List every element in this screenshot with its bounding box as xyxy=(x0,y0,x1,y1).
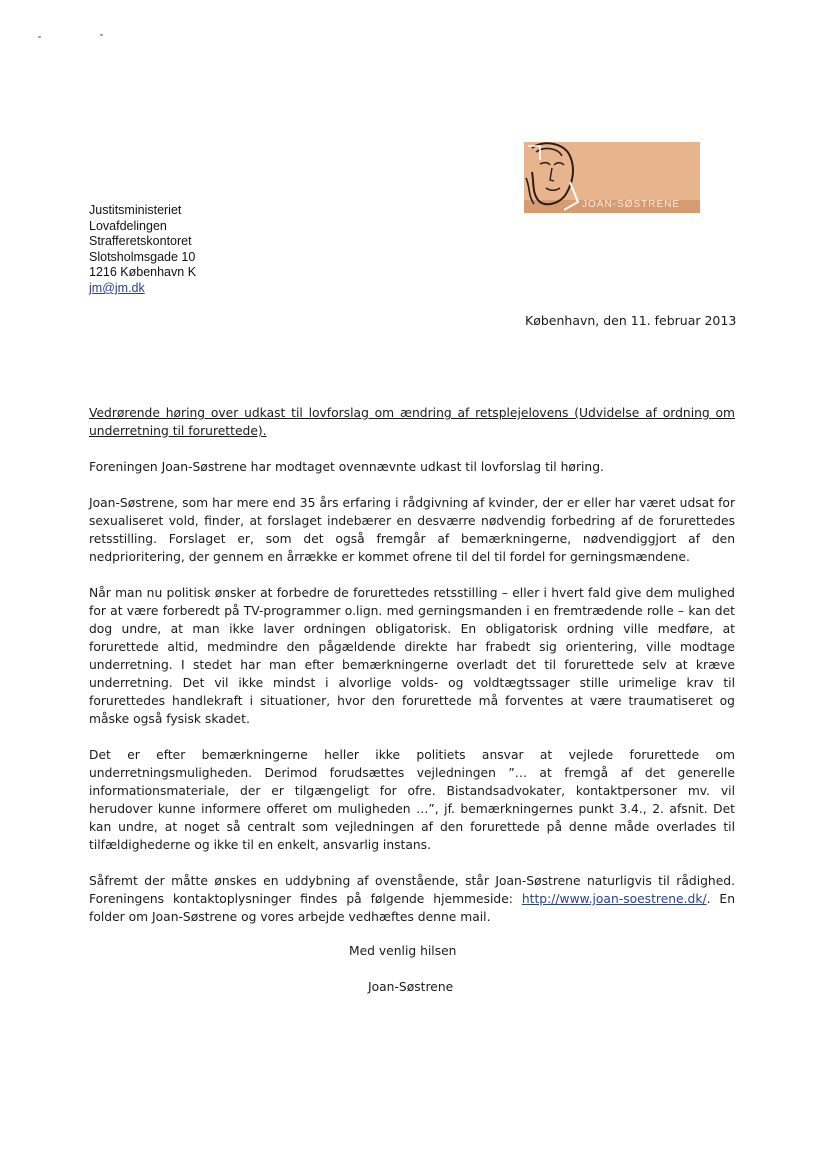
letter-body xyxy=(89,404,735,944)
paragraph: Det er efter bemærkningerne heller ikke politiets ansvar at vejlede forurettede om underretningsmuligheden. Derimod forudsættes vejledningen ”… at fremgå af det generelle informationsmateriale, der er tilgængeligt for ofre. Bistandsadvokater, kontaktpersoner mv. vil herudover kunne informere offeret om muligheden …”, jf. bemærkningernes punkt 3.4., 2. afsnit. Det kan undre, at noget så centralt som vejledningen af den forurettede på denne måde overlades til tilfældighederne og ikke til en enkelt, ansvarlig instans. xyxy=(89,748,735,852)
letter-subject: Vedrørende høring over udkast til lovforslag om ændring af retsplejelovens (Udvidelse af ordning om underretning til forurettede). xyxy=(89,406,735,438)
paragraph: Når man nu politisk ønsker at forbedre de forurettedes retsstilling – eller i hvert fald give dem mulighed for at være forberedt på TV-programmer o.lign. med gerningsmanden i en fremtrædende rolle – kan det dog undre, at man ikke laver ordningen obligatorisk. En obligatorisk ordning ville medføre, at forurettede altid, medmindre den pågældende direkte har frabedt sig orientering, ville modtage underretning. I stedet har man efter bemærkningerne overladt det til forurettede selv at kræve underretning. Det vil ikke mindst i alvorlige volds- og voldtægtssager stille urimelige krav til forurettedes handlekraft i situationer, hvor den forurettede må forventes at være traumatiseret og måske også fysisk skadet. xyxy=(89,586,735,726)
paragraph-contact xyxy=(89,872,735,926)
letter-date: København, den 11. februar 2013 xyxy=(525,313,737,328)
paragraph-text: . En folder om Joan-Søstrene og vores arbejde vedhæftes denne mail. xyxy=(89,892,735,924)
paragraph: Foreningen Joan-Søstrene har modtaget ovennævnte udkast til lovforslag til høring. xyxy=(89,460,604,474)
address-line: Slotsholmsgade 10 xyxy=(89,249,196,264)
closing: Med venlig hilsen xyxy=(349,944,457,958)
address-line: Lovafdelingen xyxy=(89,218,167,233)
website-link[interactable]: http://www.joan-soestrene.dk/ xyxy=(521,892,707,906)
paragraph-text: Såfremt der måtte ønskes en uddybning af ovenstående, står Joan-Søstrene naturligvis til rådighed. Foreningens kontaktoplysninger findes på følgende hjemmeside: xyxy=(89,874,735,906)
email-link[interactable]: jm@jm.dk xyxy=(89,280,145,295)
address-line: 1216 København K xyxy=(89,265,197,280)
logo xyxy=(524,142,700,213)
logo-text: JOAN-SØSTRENE xyxy=(582,199,681,210)
address-line: Justitsministeriet xyxy=(89,203,182,217)
recipient-address xyxy=(89,203,196,297)
address-line: Strafferetskontoret xyxy=(89,234,192,249)
signature: Joan-Søstrene xyxy=(368,980,454,994)
paragraph: Joan-Søstrene, som har mere end 35 års erfaring i rådgivning af kvinder, der er eller har været udsat for sexualiseret vold, finder, at forslaget indebærer en desværre nødvendig forbedring af de forurettedes retsstilling. Forslaget er, som det også fremgår af bemærkningerne, nødvendiggjort af den nedprioritering, der gennem en årrække er kommet ofrene til del til fordel for gerningsmændene. xyxy=(89,496,735,564)
